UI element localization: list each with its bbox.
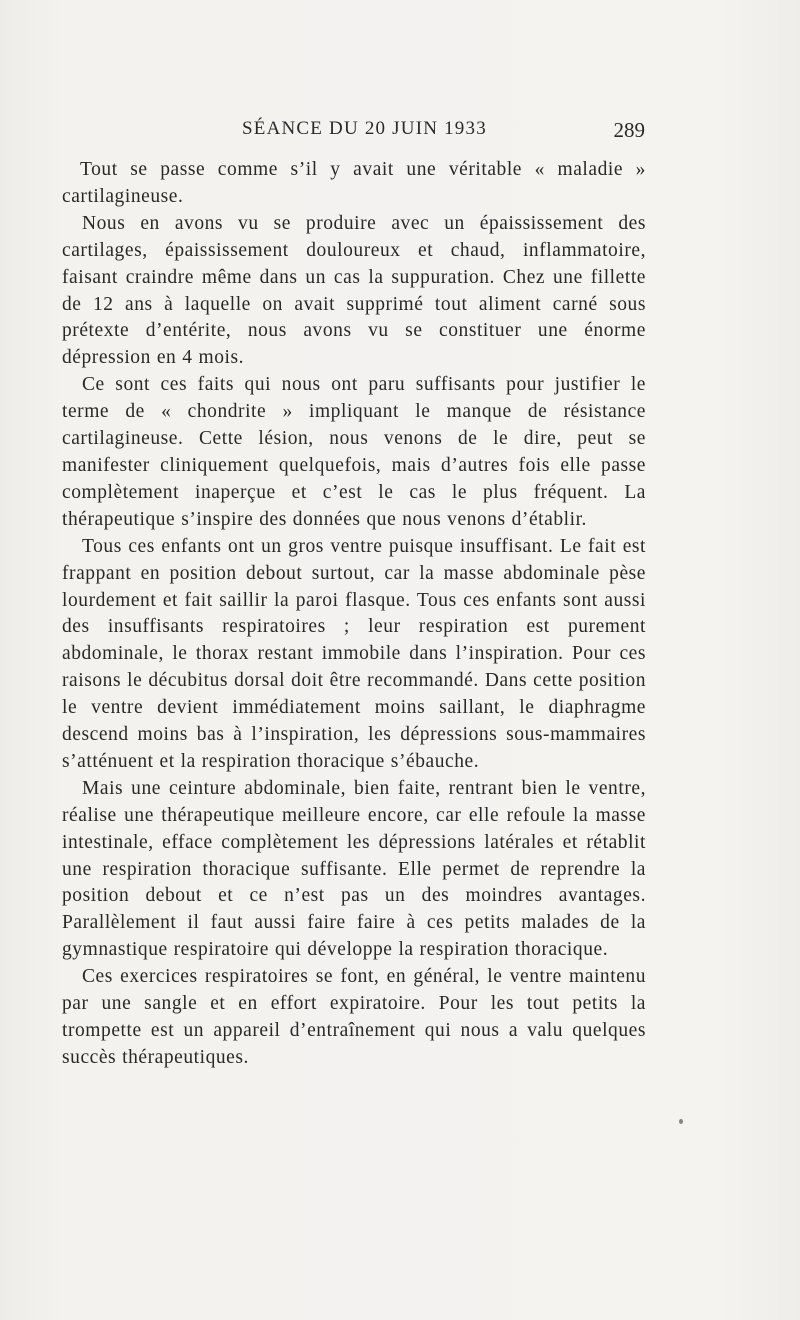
body-text	[62, 157, 646, 1072]
paragraph-3: Ce sont ces faits qui nous ont paru suffisants pour justifier le terme de « chondrite » impliquant le manque de résistance cartilagineuse. Cette lésion, nous venons de le dire, peut se manifester cliniquement quelquefois, mais d’autres fois elle passe complètement inaperçue et c’est le cas le plus fréquent. La thérapeutique s’inspire des données que nous venons d’établir.	[62, 374, 646, 530]
page-number: 289	[613, 118, 645, 142]
running-head-title: SÉANCE DU 20 JUIN 1933	[242, 118, 487, 139]
paragraph-4: Tous ces enfants ont un gros ventre puisque insuffisant. Le fait est frappant en position debout surtout, car la masse abdominale pèse lourdement et fait saillir la paroi flasque. Tous ces enfants sont aussi des insuffisants respiratoires ; leur respiration est purement abdominale, le thorax restant immobile dans l’inspiration. Pour ces raisons le décubitus dorsal doit être recommandé. Dans cette position le ventre devient immédiatement moins saillant, le diaphragme descend moins bas à l’inspiration, les dépressions sous-mammaires s’atténuent et la respiration thoracique s’ébauche.	[62, 535, 646, 772]
ink-speck	[679, 1119, 683, 1124]
paragraph-1: Tout se passe comme s’il y avait une véritable « maladie » cartilagineuse.	[62, 159, 646, 207]
paragraph-2: Nous en avons vu se produire avec un épaississement des cartilages, épaississement douloureux et chaud, inflammatoire, faisant craindre même dans un cas la suppuration. Chez une fillette de 12 ans à laquelle on avait supprimé tout aliment carné sous prétexte d’entérite, nous avons vu se constituer une énorme dépression en 4 mois.	[62, 212, 646, 369]
running-head	[62, 118, 645, 148]
paragraph-5: Mais une ceinture abdominale, bien faite, rentrant bien le ventre, réalise une thérapeutique meilleure encore, car elle refoule la masse intestinale, efface complètement les dépressions latérales et rétablit une respiration thoracique suffisante. Elle permet de reprendre la position debout et ce n’est pas un des moindres avantages. Parallèlement il faut aussi faire faire à ces petits malades de la gymnastique respiratoire qui développe la respiration thoracique.	[62, 777, 646, 961]
paragraph-6: Ces exercices respiratoires se font, en général, le ventre maintenu par une sangle et en effort expiratoire. Pour les tout petits la trompette est un appareil d’entraînement qui nous a valu quelques succès thérapeutiques.	[62, 966, 646, 1068]
